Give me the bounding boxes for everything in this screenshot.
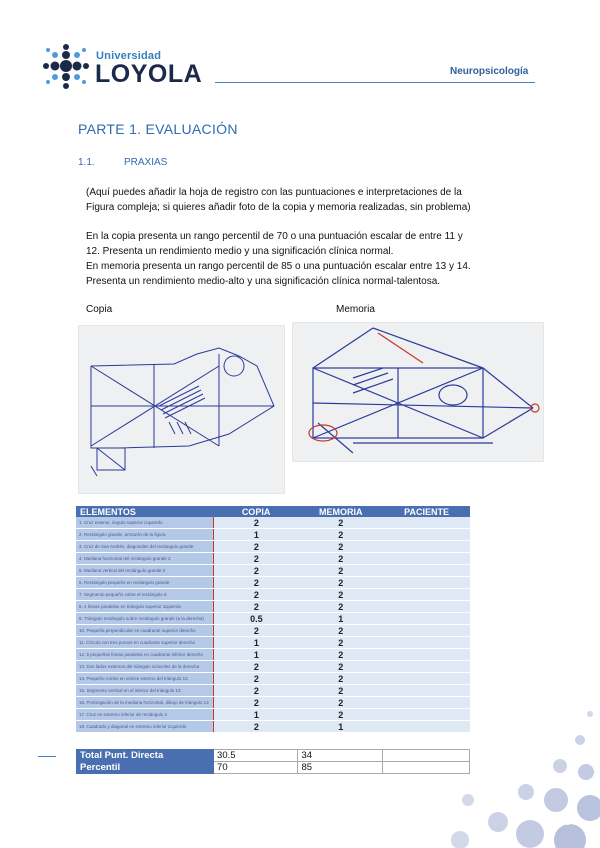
element-cell: 9. Triángulo rectángulo sobre rectángulo grande (a la derecha) <box>76 613 214 625</box>
memoria-cell: 2 <box>298 685 383 697</box>
summary-label: Percentil <box>77 762 214 774</box>
table-row <box>76 529 470 541</box>
memoria-line-1: En memoria presenta un rango percentil de 85 o una puntuación escalar entre 13 y 14. <box>86 261 471 272</box>
copia-drawing-photo <box>78 325 285 494</box>
table-row <box>76 649 470 661</box>
copia-line-2: 12. Presenta un rendimiento medio y una significación clínica normal. <box>86 246 394 257</box>
element-cell: 17. Cruz en extremo inferior de rectángulo 2 <box>76 709 214 721</box>
summary-copia: 30.5 <box>214 750 298 762</box>
paciente-cell <box>383 601 470 613</box>
element-cell: 7. Segmento pequeño sobre el rectángulo 6 <box>76 589 214 601</box>
memoria-cell: 2 <box>298 649 383 661</box>
copia-cell: 2 <box>214 517 298 529</box>
copia-line-1: En la copia presenta un rango percentil de 70 o una puntuación escalar de entre 11 y <box>86 231 463 242</box>
summary-row <box>77 750 470 762</box>
memoria-cell: 2 <box>298 709 383 721</box>
copia-cell: 2 <box>214 589 298 601</box>
element-cell: 16. Prolongación de la mediana horizontal, dibujo de triángulo 13 <box>76 697 214 709</box>
paciente-cell <box>383 613 470 625</box>
element-cell: 2. Rectángulo grande, armazón de la figura <box>76 529 214 541</box>
memoria-cell: 2 <box>298 625 383 637</box>
summary-row <box>77 762 470 774</box>
element-cell: 1. Cruz exterior, ángulo superior izquierdo <box>76 517 214 529</box>
copia-cell: 2 <box>214 553 298 565</box>
table-row <box>76 661 470 673</box>
paciente-cell <box>383 625 470 637</box>
memoria-line-2: Presenta un rendimiento medio-alto y una significación clínica normal-talentosa. <box>86 276 441 287</box>
memoria-cell: 2 <box>298 553 383 565</box>
paciente-cell <box>383 661 470 673</box>
memoria-cell: 2 <box>298 589 383 601</box>
logo-dots-icon <box>40 42 92 92</box>
copia-cell: 2 <box>214 601 298 613</box>
paciente-cell <box>383 685 470 697</box>
table-row <box>76 673 470 685</box>
element-cell: 11. Círculo con tres puntos en cuadrante superior derecho <box>76 637 214 649</box>
copia-cell: 2 <box>214 673 298 685</box>
table-row <box>76 565 470 577</box>
element-cell: 14. Pequeño rombo en vértice externo del triángulo 13 <box>76 673 214 685</box>
section-number: 1.1. <box>78 157 95 168</box>
element-cell: 5. Mediana vertical del rectángulo grande 2 <box>76 565 214 577</box>
element-cell: 12. 5 pequeñas líneas paralelas en cuadrante inferior derecho <box>76 649 214 661</box>
col-elementos: ELEMENTOS <box>76 506 214 517</box>
paciente-cell <box>383 649 470 661</box>
section-title: PRAXIAS <box>124 157 168 168</box>
copia-sketch <box>79 326 284 493</box>
element-cell: 3. Cruz de San Andrés, diagonales del rectángulo grande <box>76 541 214 553</box>
table-row <box>76 601 470 613</box>
memoria-cell: 2 <box>298 541 383 553</box>
element-cell: 18. Cuadrado y diagonal en extremo inferior izquierdo <box>76 721 214 733</box>
col-paciente: PACIENTE <box>383 506 470 517</box>
copia-cell: 1 <box>214 649 298 661</box>
intro-line-2: Figura compleja; si quieres añadir foto de la copia y memoria realizadas, sin problema) <box>86 202 471 213</box>
memoria-cell: 2 <box>298 661 383 673</box>
memoria-label: Memoria <box>336 304 375 315</box>
paciente-cell <box>383 577 470 589</box>
table-row <box>76 553 470 565</box>
header-section: Neuropsicología <box>450 66 529 77</box>
table-header-row <box>76 506 470 517</box>
copia-cell: 2 <box>214 721 298 733</box>
summary-label: Total Punt. Directa <box>77 750 214 762</box>
table-row <box>76 517 470 529</box>
copia-cell: 2 <box>214 697 298 709</box>
copia-cell: 0.5 <box>214 613 298 625</box>
memoria-cell: 2 <box>298 577 383 589</box>
table-row <box>76 613 470 625</box>
copia-label: Copia <box>86 304 113 315</box>
paciente-cell <box>383 673 470 685</box>
table-row <box>76 589 470 601</box>
table-row <box>76 685 470 697</box>
copia-cell: 2 <box>214 541 298 553</box>
element-cell: 15. Segmento vertical en el interior del triángulo 13 <box>76 685 214 697</box>
decorative-dots <box>440 700 600 848</box>
table-row <box>76 697 470 709</box>
paciente-cell <box>383 589 470 601</box>
paciente-cell <box>383 565 470 577</box>
page-title: PARTE 1. EVALUACIÓN <box>78 121 238 137</box>
element-cell: 10. Pequeña perpendicular en cuadrante superior derecho <box>76 625 214 637</box>
header-rule <box>215 82 535 83</box>
table-row <box>76 541 470 553</box>
intro-line-1: (Aquí puedes añadir la hoja de registro con las puntuaciones e interpretaciones de la <box>86 187 462 198</box>
copia-cell: 1 <box>214 709 298 721</box>
paciente-cell <box>383 637 470 649</box>
logo-text-big: LOYOLA <box>95 60 203 88</box>
logo-text-small: Universidad <box>96 50 162 62</box>
summary-memoria: 34 <box>298 750 382 762</box>
col-copia: COPIA <box>214 506 298 517</box>
memoria-cell: 2 <box>298 637 383 649</box>
table-row <box>76 577 470 589</box>
memoria-cell: 1 <box>298 613 383 625</box>
paciente-cell <box>383 517 470 529</box>
memoria-cell: 2 <box>298 529 383 541</box>
memoria-cell: 1 <box>298 721 383 733</box>
element-cell: 8. 4 líneas paralelas en triángulo superior izquierdo <box>76 601 214 613</box>
element-cell: 6. Rectángulo pequeño en rectángulo grande <box>76 577 214 589</box>
memoria-cell: 2 <box>298 565 383 577</box>
copia-cell: 1 <box>214 637 298 649</box>
table-row <box>76 637 470 649</box>
page-number: 2 / <box>566 818 575 827</box>
paciente-cell <box>383 541 470 553</box>
memoria-cell: 2 <box>298 673 383 685</box>
scoring-table <box>76 506 470 733</box>
copia-cell: 2 <box>214 577 298 589</box>
paciente-cell <box>383 553 470 565</box>
col-memoria: MEMORIA <box>298 506 383 517</box>
memoria-cell: 2 <box>298 601 383 613</box>
summary-copia: 70 <box>214 762 298 774</box>
table-row <box>76 721 470 733</box>
memoria-drawing-photo <box>292 322 544 462</box>
copia-cell: 1 <box>214 529 298 541</box>
copia-cell: 2 <box>214 661 298 673</box>
summary-separator <box>38 756 56 757</box>
paciente-cell <box>383 529 470 541</box>
memoria-cell: 2 <box>298 697 383 709</box>
memoria-cell: 2 <box>298 517 383 529</box>
university-logo <box>40 42 210 92</box>
element-cell: 13. Dos lados externos del triángulo isósceles de la derecha <box>76 661 214 673</box>
copia-cell: 2 <box>214 565 298 577</box>
element-cell: 4. Mediana horizontal del rectángulo grande 2 <box>76 553 214 565</box>
table-row <box>76 709 470 721</box>
table-row <box>76 625 470 637</box>
summary-memoria: 85 <box>298 762 382 774</box>
copia-cell: 2 <box>214 625 298 637</box>
memoria-sketch <box>293 323 543 461</box>
copia-cell: 2 <box>214 685 298 697</box>
summary-table <box>76 749 470 774</box>
